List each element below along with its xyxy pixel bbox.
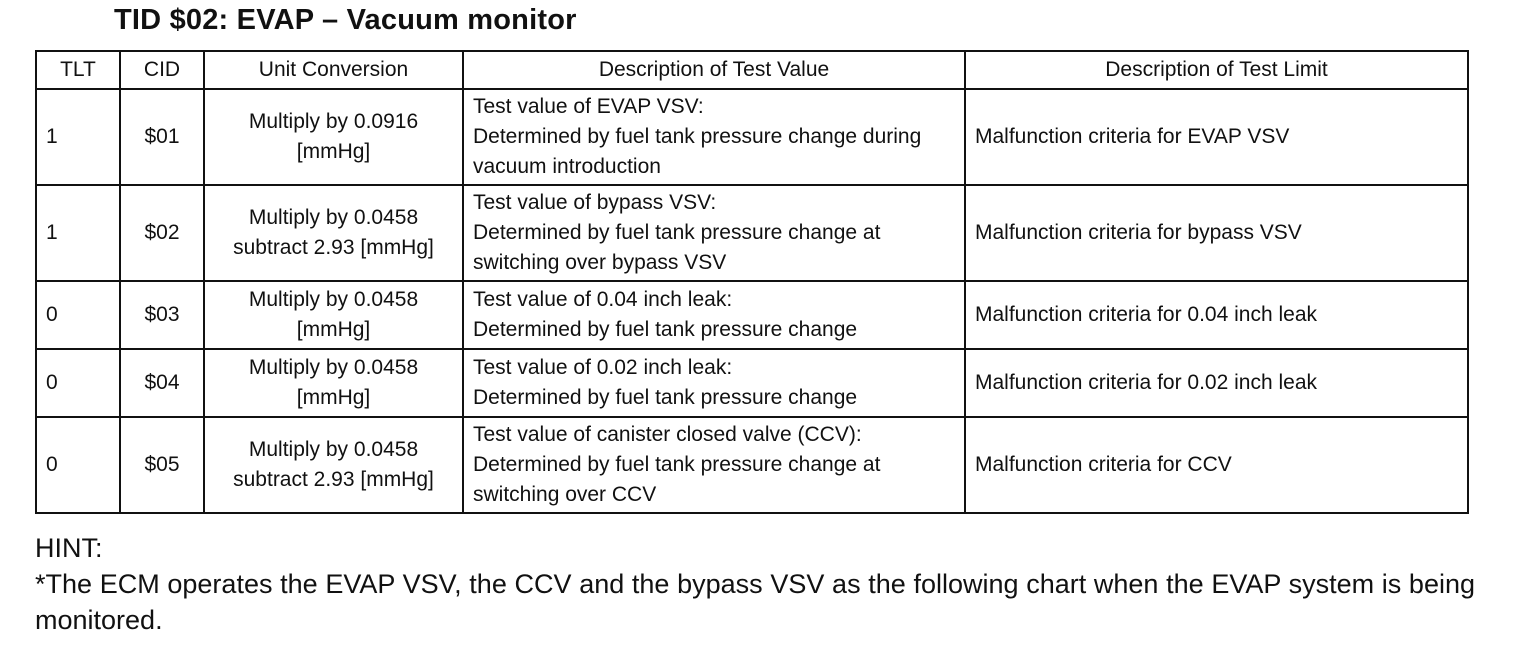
test-value-line: switching over CCV bbox=[473, 483, 657, 506]
page-title: TID $02: EVAP – Vacuum monitor bbox=[114, 4, 577, 36]
test-value-line: Test value of bypass VSV: bbox=[473, 191, 717, 214]
test-value-cell bbox=[463, 281, 965, 349]
table-row bbox=[36, 349, 1468, 417]
cid-cell: $02 bbox=[120, 185, 204, 281]
unit-conversion-line: Multiply by 0.0458 bbox=[248, 288, 419, 311]
test-value-line: Test value of EVAP VSV: bbox=[473, 95, 704, 118]
test-limit-cell: Malfunction criteria for CCV bbox=[965, 417, 1468, 513]
cid-cell: $01 bbox=[120, 89, 204, 185]
column-header-cid: CID bbox=[120, 51, 204, 89]
test-value-line: Test value of 0.02 inch leak: bbox=[473, 356, 733, 379]
tlt-cell: 0 bbox=[36, 349, 120, 417]
unit-conversion-cell bbox=[204, 185, 463, 281]
column-header-unit-conversion: Unit Conversion bbox=[204, 51, 463, 89]
test-value-line: switching over bypass VSV bbox=[473, 251, 727, 274]
unit-conversion-line: [mmHg] bbox=[296, 318, 371, 341]
hint-section bbox=[35, 530, 1475, 638]
table-header-row bbox=[36, 51, 1468, 89]
test-value-cell bbox=[463, 417, 965, 513]
table-row bbox=[36, 281, 1468, 349]
unit-conversion-line: subtract 2.93 [mmHg] bbox=[233, 236, 434, 259]
unit-conversion-line: Multiply by 0.0916 bbox=[248, 110, 419, 133]
test-value-line: Determined by fuel tank pressure change at bbox=[473, 453, 881, 476]
tlt-cell: 0 bbox=[36, 281, 120, 349]
cid-cell: $03 bbox=[120, 281, 204, 349]
unit-conversion-line: Multiply by 0.0458 bbox=[248, 438, 419, 461]
test-value-cell bbox=[463, 185, 965, 281]
column-header-tlt: TLT bbox=[36, 51, 120, 89]
unit-conversion-line: Multiply by 0.0458 bbox=[248, 206, 419, 229]
unit-conversion-cell bbox=[204, 417, 463, 513]
tlt-cell: 1 bbox=[36, 185, 120, 281]
test-limit-cell: Malfunction criteria for bypass VSV bbox=[965, 185, 1468, 281]
unit-conversion-cell bbox=[204, 281, 463, 349]
column-header-test-limit: Description of Test Limit bbox=[965, 51, 1468, 89]
test-value-line: Determined by fuel tank pressure change at bbox=[473, 221, 881, 244]
cid-cell: $04 bbox=[120, 349, 204, 417]
tlt-cell: 0 bbox=[36, 417, 120, 513]
unit-conversion-cell bbox=[204, 349, 463, 417]
table-row bbox=[36, 417, 1468, 513]
test-value-cell bbox=[463, 349, 965, 417]
cid-cell: $05 bbox=[120, 417, 204, 513]
column-header-test-value: Description of Test Value bbox=[463, 51, 965, 89]
tlt-cell: 1 bbox=[36, 89, 120, 185]
test-value-line: Determined by fuel tank pressure change bbox=[473, 386, 858, 409]
unit-conversion-line: [mmHg] bbox=[296, 386, 371, 409]
hint-label: HINT: bbox=[35, 533, 103, 563]
test-value-line: vacuum introduction bbox=[473, 155, 661, 178]
test-limit-cell: Malfunction criteria for 0.04 inch leak bbox=[965, 281, 1468, 349]
hint-text: *The ECM operates the EVAP VSV, the CCV and the bypass VSV as the following chart when the EVAP system is being monitored. bbox=[35, 569, 1475, 635]
table-row bbox=[36, 89, 1468, 185]
test-value-cell bbox=[463, 89, 965, 185]
unit-conversion-cell bbox=[204, 89, 463, 185]
tid-table bbox=[35, 50, 1469, 514]
table-row bbox=[36, 185, 1468, 281]
unit-conversion-line: subtract 2.93 [mmHg] bbox=[233, 468, 434, 491]
test-limit-cell: Malfunction criteria for EVAP VSV bbox=[965, 89, 1468, 185]
test-limit-cell: Malfunction criteria for 0.02 inch leak bbox=[965, 349, 1468, 417]
test-value-line: Determined by fuel tank pressure change bbox=[473, 318, 858, 341]
test-value-line: Test value of canister closed valve (CCV): bbox=[473, 423, 862, 446]
test-value-line: Test value of 0.04 inch leak: bbox=[473, 288, 733, 311]
unit-conversion-line: [mmHg] bbox=[296, 140, 371, 163]
test-value-line: Determined by fuel tank pressure change during bbox=[473, 125, 922, 148]
unit-conversion-line: Multiply by 0.0458 bbox=[248, 356, 419, 379]
